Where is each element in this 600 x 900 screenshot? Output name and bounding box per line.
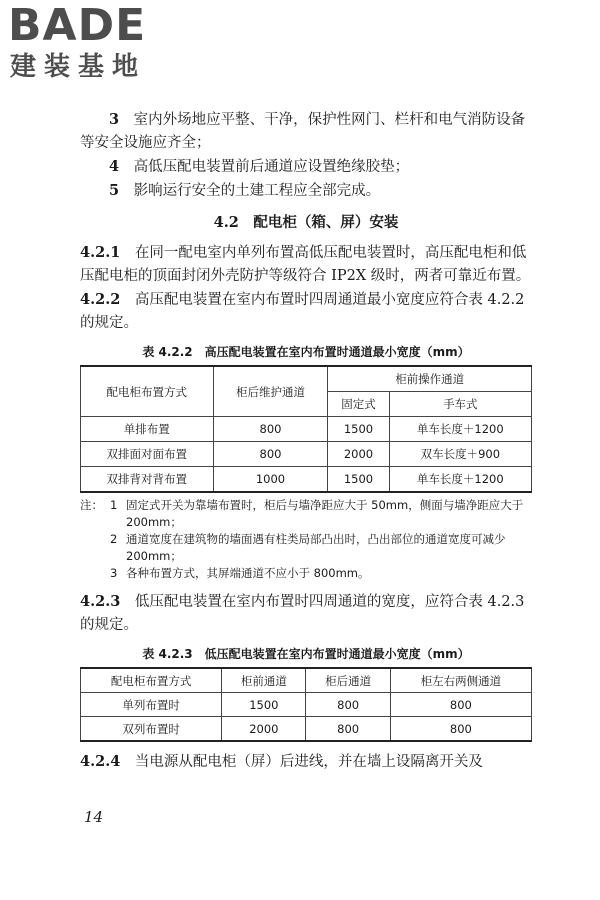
table-4-2-3 <box>80 667 532 742</box>
table-row: 单排布置 800 1500 单车长度＋1200 <box>81 417 532 442</box>
list-item: 5 影响运行安全的土建工程应全部完成。 <box>109 182 381 199</box>
note-item: 3 各种布置方式，其屏端通道不应小于 800mm。 <box>110 566 370 580</box>
table-notes <box>80 497 532 582</box>
table-row: 双列布置时 2000 800 800 <box>81 717 532 742</box>
table-caption: 表 4.2.2 高压配电装置在室内布置时通道最小宽度（mm） <box>142 345 470 359</box>
clause-4-2-4: 4.2.4 当电源从配电柜（屏）后进线，并在墙上设隔离开关及 <box>80 753 483 770</box>
table-caption: 表 4.2.3 低压配电装置在室内布置时通道最小宽度（mm） <box>142 647 470 661</box>
table-row: 双排面对面布置 800 2000 双车长度＋900 <box>81 442 532 467</box>
logo-subtitle: 建装基地 <box>10 52 147 82</box>
note-item: 2 通道宽度在建筑物的墙面遇有柱类局部凸出时，凸出部位的通道宽度可减少 200mm； <box>110 532 506 563</box>
table-4-2-2 <box>80 365 532 493</box>
header-front-channel: 柜前操作通道 <box>328 366 532 392</box>
header-fixed: 固定式 <box>328 392 389 417</box>
document-body <box>80 108 532 774</box>
table-header-row: 配电柜布置方式 柜前通道 柜后通道 柜左右两侧通道 <box>81 668 532 693</box>
header-cart: 手车式 <box>389 392 531 417</box>
clause-4-2-1: 4.2.1 在同一配电室内单列布置高低压配电装置时，高压配电柜和低压配电柜的顶面封闭外壳防护等级符合 IP2X 级时，两者可靠近布置。 <box>80 244 531 284</box>
header-rear-channel: 柜后维护通道 <box>213 366 328 417</box>
bade-logo: BADE <box>8 0 147 51</box>
section-title: 4.2 配电柜（箱、屏）安装 <box>213 214 399 231</box>
list-item: 4 高低压配电装置前后通道应设置绝缘胶垫； <box>109 158 410 175</box>
table-row: 双排背对背布置 1000 1500 单车长度＋1200 <box>81 467 532 493</box>
list-item: 3 室内外场地应平整、干净，保护性网门、栏杆和电气消防设备等安全设施应齐全； <box>80 111 526 151</box>
table-header-row <box>81 366 532 392</box>
note-item: 注： 1 固定式开关为靠墙布置时，柜后与墙净距应大于 50mm，侧面与墙净距应大于 200mm； <box>80 498 524 529</box>
clause-4-2-3: 4.2.3 低压配电装置在室内布置时四周通道的宽度，应符合表 4.2.3 的规定。 <box>80 593 525 633</box>
clause-4-2-2: 4.2.2 高压配电装置在室内布置时四周通道最小宽度应符合表 4.2.2 的规定。 <box>80 291 525 331</box>
table-row: 单列布置时 1500 800 800 <box>81 693 532 717</box>
page-number: 14 <box>84 808 104 826</box>
header-method: 配电柜布置方式 <box>81 366 214 417</box>
